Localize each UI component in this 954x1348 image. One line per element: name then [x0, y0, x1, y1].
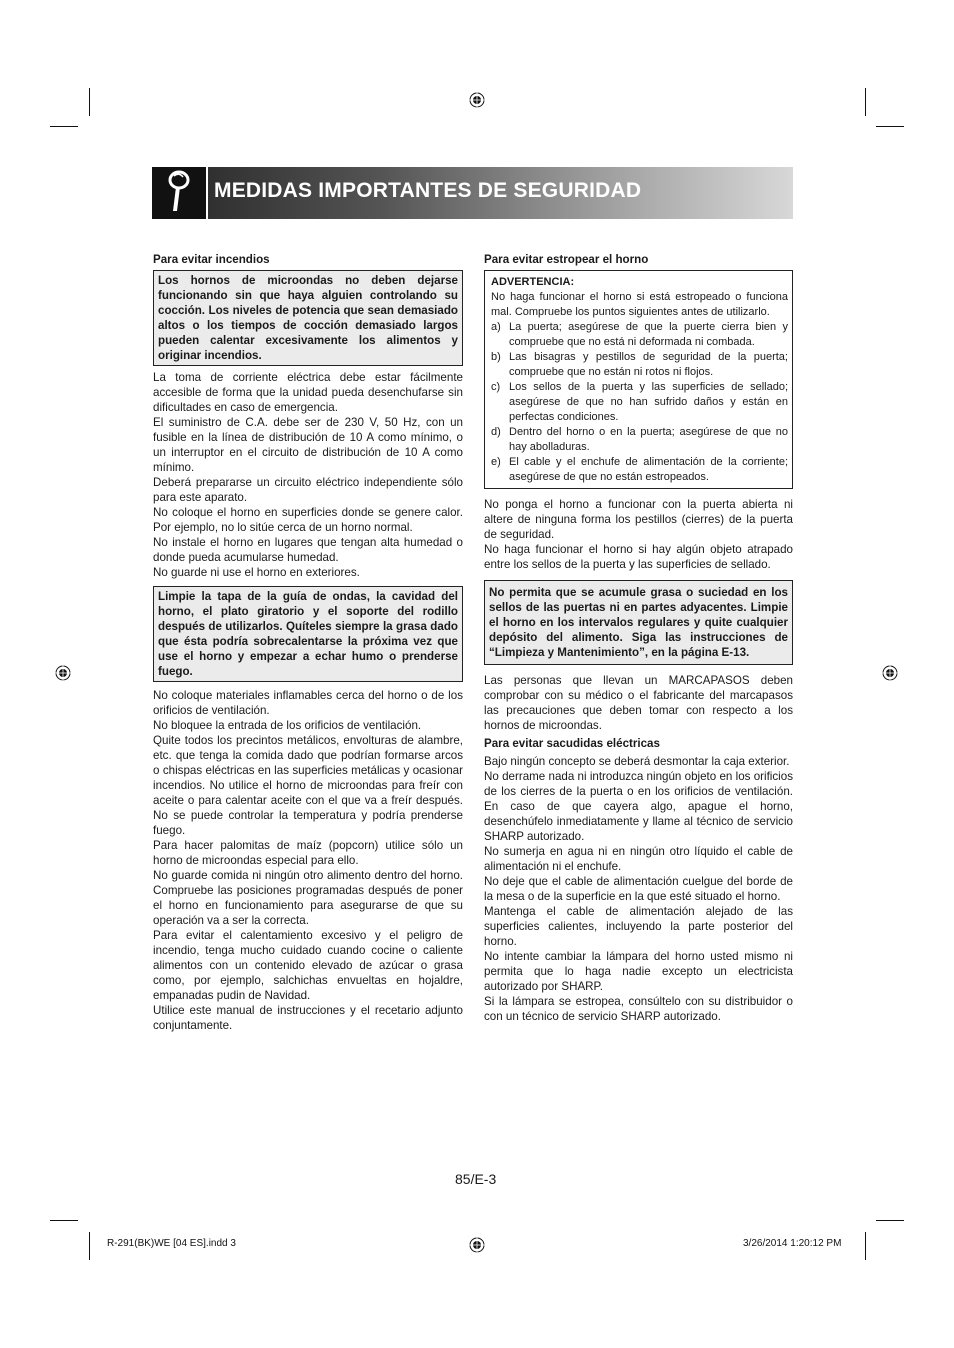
- crop-mark: [876, 126, 904, 127]
- paragraph: Si la lámpara se estropea, consúltelo con su distribuidor o con un técnico de servicio SHARP autorizado.: [484, 995, 793, 1023]
- paragraph: No derrame nada ni introduzca ningún objeto en los orificios de los cierres de la puerta o en los orificios de ventilación. En caso de que cayera algo, apague el horno, desenchúfelo inmediatamente y llame al técnico de servicio SHARP autorizado.: [484, 770, 793, 843]
- paragraph: La toma de corriente eléctrica debe estar fácilmente accesible de forma que la unidad pueda desenchufarse sin dificultades en caso de emergencia.: [153, 371, 463, 414]
- paragraph: No deje que el cable de alimentación cuelgue del borde de la mesa o de la superficie en la que esté situado el horno.: [484, 875, 793, 903]
- paragraph: Bajo ningún concepto se deberá desmontar la caja exterior.: [484, 755, 790, 768]
- list-text: Los sellos de la puerta y las superficies de sellado; asegúrese de que no han sufrido daños y están en perfectas condiciones.: [509, 381, 788, 423]
- crop-mark: [865, 88, 866, 116]
- paragraph: No intente cambiar la lámpara del horno usted mismo ni permita que lo haga nadie excepto un electricista autorizado por SHARP.: [484, 950, 793, 993]
- paragraph: Deberá prepararse un circuito eléctrico independiente sólo para este aparato.: [153, 476, 463, 504]
- list-item: [491, 380, 788, 425]
- paragraph: No bloquee la entrada de los orificios de ventilación.: [153, 719, 422, 732]
- crop-mark: [50, 1220, 78, 1221]
- crop-mark: [50, 126, 78, 127]
- registration-mark-icon: [55, 665, 71, 681]
- paragraph: No sumerja en agua ni en ningún otro líquido el cable de alimentación ni el enchufe.: [484, 845, 793, 873]
- list-letter: c): [491, 381, 501, 393]
- warning-box: [153, 586, 463, 682]
- registration-mark-icon: [469, 92, 485, 108]
- list-letter: a): [491, 321, 501, 333]
- paragraph: No coloque materiales inflamables cerca del horno o de los orificios de ventilación.: [153, 689, 463, 717]
- paragraph: El suministro de C.A. debe ser de 230 V, 50 Hz, con un fusible en la línea de distribución de 10 A como mínimo, o un interruptor en el circuito de distribución de 10 A como mínimo.: [153, 416, 463, 474]
- section-heading: Para evitar estropear el horno: [484, 253, 649, 266]
- crop-mark: [865, 1232, 866, 1260]
- registration-mark-icon: [882, 665, 898, 681]
- warning-box: [484, 580, 793, 665]
- warning-box: [153, 270, 463, 366]
- paragraph: Para hacer palomitas de maíz (popcorn) utilice sólo un horno de microondas especial para ello.: [153, 839, 463, 867]
- paragraph: No instale el horno en lugares que tengan alta humedad o donde pueda acumularse humedad.: [153, 536, 463, 564]
- list-item: [491, 350, 788, 380]
- advertencia-list: [491, 320, 788, 485]
- crop-mark: [89, 1232, 90, 1260]
- paragraph: No guarde ni use el horno en exteriores.: [153, 566, 360, 579]
- page-number: 85/E-3: [455, 1171, 497, 1187]
- registration-mark-icon: [469, 1237, 485, 1253]
- page-title: MEDIDAS IMPORTANTES DE SEGURIDAD: [214, 179, 642, 202]
- paragraph: No guarde comida ni ningún otro alimento dentro del horno. Compruebe las posiciones programadas después de poner el horno en funcionamiento para asegurarse de que su operación va a ser la correcta.: [153, 869, 463, 927]
- section-heading: Para evitar sacudidas eléctricas: [484, 737, 660, 750]
- list-letter: d): [491, 426, 501, 438]
- section-header: [152, 167, 793, 219]
- list-text: Dentro del horno o en la puerta; asegúrese de que no hay abolladuras.: [509, 426, 788, 453]
- advertencia-box: [484, 270, 793, 489]
- list-text: La puerta; asegúrese de que la puerte cierra bien y compruebe que no está ni deformada ni combada.: [509, 321, 788, 348]
- advertencia-title: ADVERTENCIA:: [491, 276, 575, 288]
- list-letter: e): [491, 456, 501, 468]
- advertencia-intro: No haga funcionar el horno si está estropeado o funciona mal. Compruebe los puntos siguientes antes de utilizarlo.: [491, 291, 788, 318]
- crop-mark: [89, 88, 90, 116]
- left-column: [153, 252, 463, 1033]
- paragraph: No haga funcionar el horno si hay algún objeto atrapado entre los sellos de la puerta y las superficies de sellado.: [484, 543, 793, 571]
- footer-file: R-291(BK)WE [04 ES].indd 3: [107, 1238, 236, 1249]
- crop-mark: [876, 1220, 904, 1221]
- section-heading: Para evitar incendios: [153, 253, 270, 266]
- paragraph: No coloque el horno en superficies donde se genere calor. Por ejemplo, no lo sitúe cerca de un horno normal.: [153, 506, 463, 534]
- paragraph: No ponga el horno a funcionar con la puerta abierta ni altere de ninguna forma los pestillos (cierres) de la puerta de seguridad.: [484, 498, 793, 541]
- right-column: [484, 252, 793, 1024]
- paragraph: Utilice este manual de instrucciones y el recetario adjunto conjuntamente.: [153, 1004, 463, 1032]
- paragraph: Quite todos los precintos metálicos, envolturas de alambre, etc. que tenga la comida dado que podrían formarse arcos o chispas eléctricas en las superficies metálicas y ocasionar incendios. No utilice el horno de microondas para freír con aceite o para calentar aceite con el que va a freír después. No se puede controlar la temperatura y podría prenderse fuego.: [153, 734, 463, 837]
- paragraph: Las personas que llevan un MARCAPASOS deben comprobar con su médico o el fabricante del marcapasos las precauciones que deben tomar con respecto a los hornos de microondas.: [484, 674, 793, 732]
- list-item: [491, 320, 788, 350]
- warning-text: No permita que se acumule grasa o suciedad en los sellos de las puertas ni en partes adyacentes. Limpie el horno en los intervalos regulares y quite cualquier depósito del alimento. Siga las instrucciones de “Limpieza y Mantenimiento”, en la página E-13.: [489, 586, 788, 659]
- warning-pin-icon: [152, 167, 206, 219]
- footer-datetime: 3/26/2014 1:20:12 PM: [743, 1238, 842, 1249]
- list-text: Las bisagras y pestillos de seguridad de la puerta; compruebe que no están ni rotos ni flojos.: [509, 351, 788, 378]
- list-letter: b): [491, 351, 501, 363]
- warning-text: Los hornos de microondas no deben dejarse funcionando sin que haya alguien controlando su cocción. Los niveles de potencia que sean demasiado altos o los tiempos de cocción demasiado largos pueden calentar excesivamente los alimentos y originar incendios.: [158, 274, 458, 362]
- paragraph: Mantenga el cable de alimentación alejado de las superficies calientes, incluyendo la parte posterior del horno.: [484, 905, 793, 948]
- warning-text: Limpie la tapa de la guía de ondas, la cavidad del horno, el plato giratorio y el soporte del rodillo después de utilizarlos. Quíteles siempre la grasa dado que ésta podría sobrecalentarse la próxima vez que use el horno y empezar a echar humo o prenderse fuego.: [158, 590, 458, 678]
- list-item: [491, 455, 788, 485]
- paragraph: Para evitar el calentamiento excesivo y el peligro de incendio, tenga mucho cuidado cuando cocine o caliente alimentos con un contenido elevado de azúcar o grasa como, por ejemplo, salchichas envueltas en hojaldre, empanadas pudin de Navidad.: [153, 929, 463, 1002]
- list-item: [491, 425, 788, 455]
- list-text: El cable y el enchufe de alimentación de la corriente; asegúrese de que no están estropeados.: [509, 456, 788, 483]
